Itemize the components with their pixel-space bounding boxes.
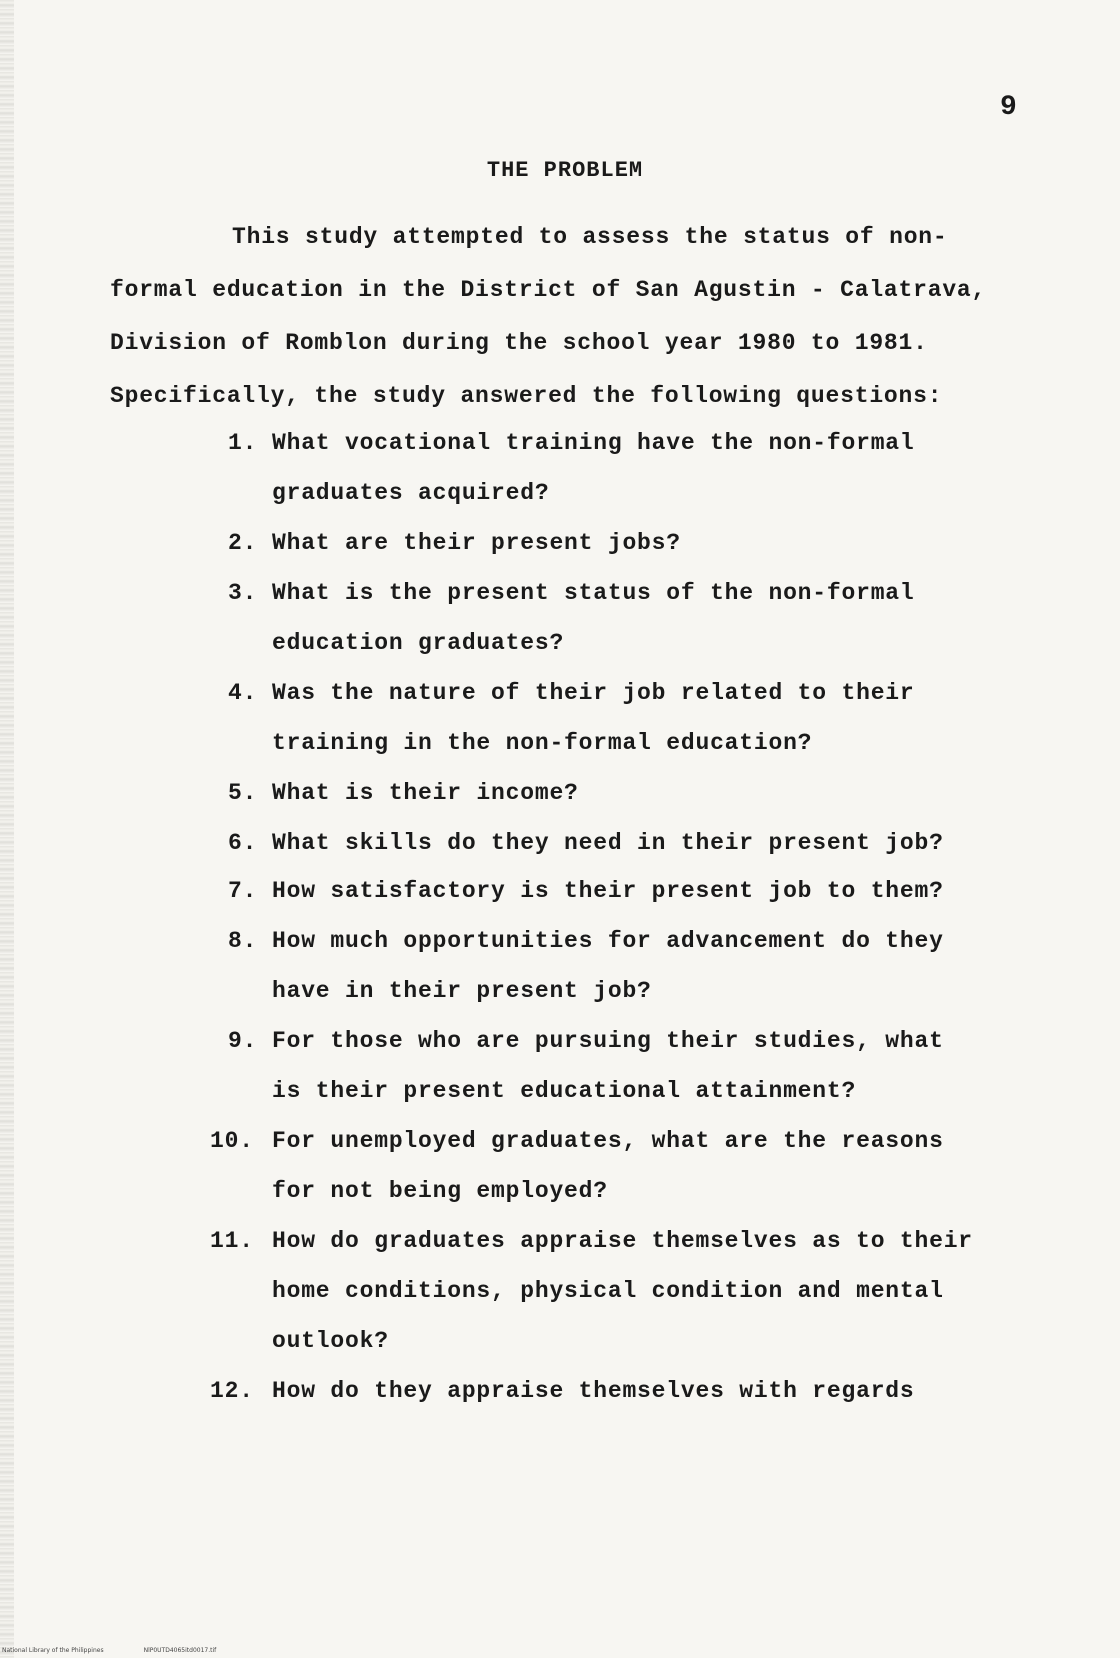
question-line: For those who are pursuing their studies, what [272, 1028, 944, 1054]
question-number: 8. [228, 928, 258, 954]
question-number: 10. [210, 1128, 254, 1154]
question-line: For unemployed graduates, what are the reasons [272, 1128, 944, 1154]
question-line: What skills do they need in their present job? [272, 830, 944, 856]
question-number: 12. [210, 1378, 254, 1404]
question-line: How satisfactory is their present job to them? [272, 878, 944, 904]
intro-line: This study attempted to assess the status of non- [232, 224, 948, 250]
page-number: 9 [1000, 92, 1017, 123]
footer-library: National Library of the Philippines [2, 1647, 104, 1654]
question-line: training in the non-formal education? [272, 730, 813, 756]
footer-file: NlP0UTD4065itd0017.tif [143, 1647, 217, 1654]
question-line: for not being employed? [272, 1178, 608, 1204]
question-number: 6. [228, 830, 258, 856]
scan-edge [0, 0, 14, 1658]
question-number: 1. [228, 430, 258, 456]
intro-line: Specifically, the study answered the following questions: [110, 383, 943, 409]
question-number: 3. [228, 580, 258, 606]
question-line: How do they appraise themselves with regards [272, 1378, 915, 1404]
question-line: education graduates? [272, 630, 565, 656]
section-heading: THE PROBLEM [486, 158, 644, 183]
question-number: 9. [228, 1028, 258, 1054]
question-line: What are their present jobs? [272, 530, 681, 556]
question-line: Was the nature of their job related to their [272, 680, 915, 706]
question-number: 11. [210, 1228, 254, 1254]
question-line: graduates acquired? [272, 480, 550, 506]
scan-footer [2, 1647, 256, 1654]
question-line: How do graduates appraise themselves as to their [272, 1228, 973, 1254]
intro-line: Division of Romblon during the school year 1980 to 1981. [110, 330, 928, 356]
question-line: is their present educational attainment? [272, 1078, 857, 1104]
question-line: What is their income? [272, 780, 579, 806]
question-number: 4. [228, 680, 258, 706]
question-number: 2. [228, 530, 258, 556]
question-line: How much opportunities for advancement do they [272, 928, 944, 954]
question-line: home conditions, physical condition and mental [272, 1278, 944, 1304]
question-number: 5. [228, 780, 258, 806]
question-line: What is the present status of the non-formal [272, 580, 915, 606]
question-line: What vocational training have the non-formal [272, 430, 915, 456]
intro-line: formal education in the District of San Agustin - Calatrava, [110, 277, 987, 303]
question-number: 7. [228, 878, 258, 904]
question-line: have in their present job? [272, 978, 652, 1004]
question-line: outlook? [272, 1328, 389, 1354]
